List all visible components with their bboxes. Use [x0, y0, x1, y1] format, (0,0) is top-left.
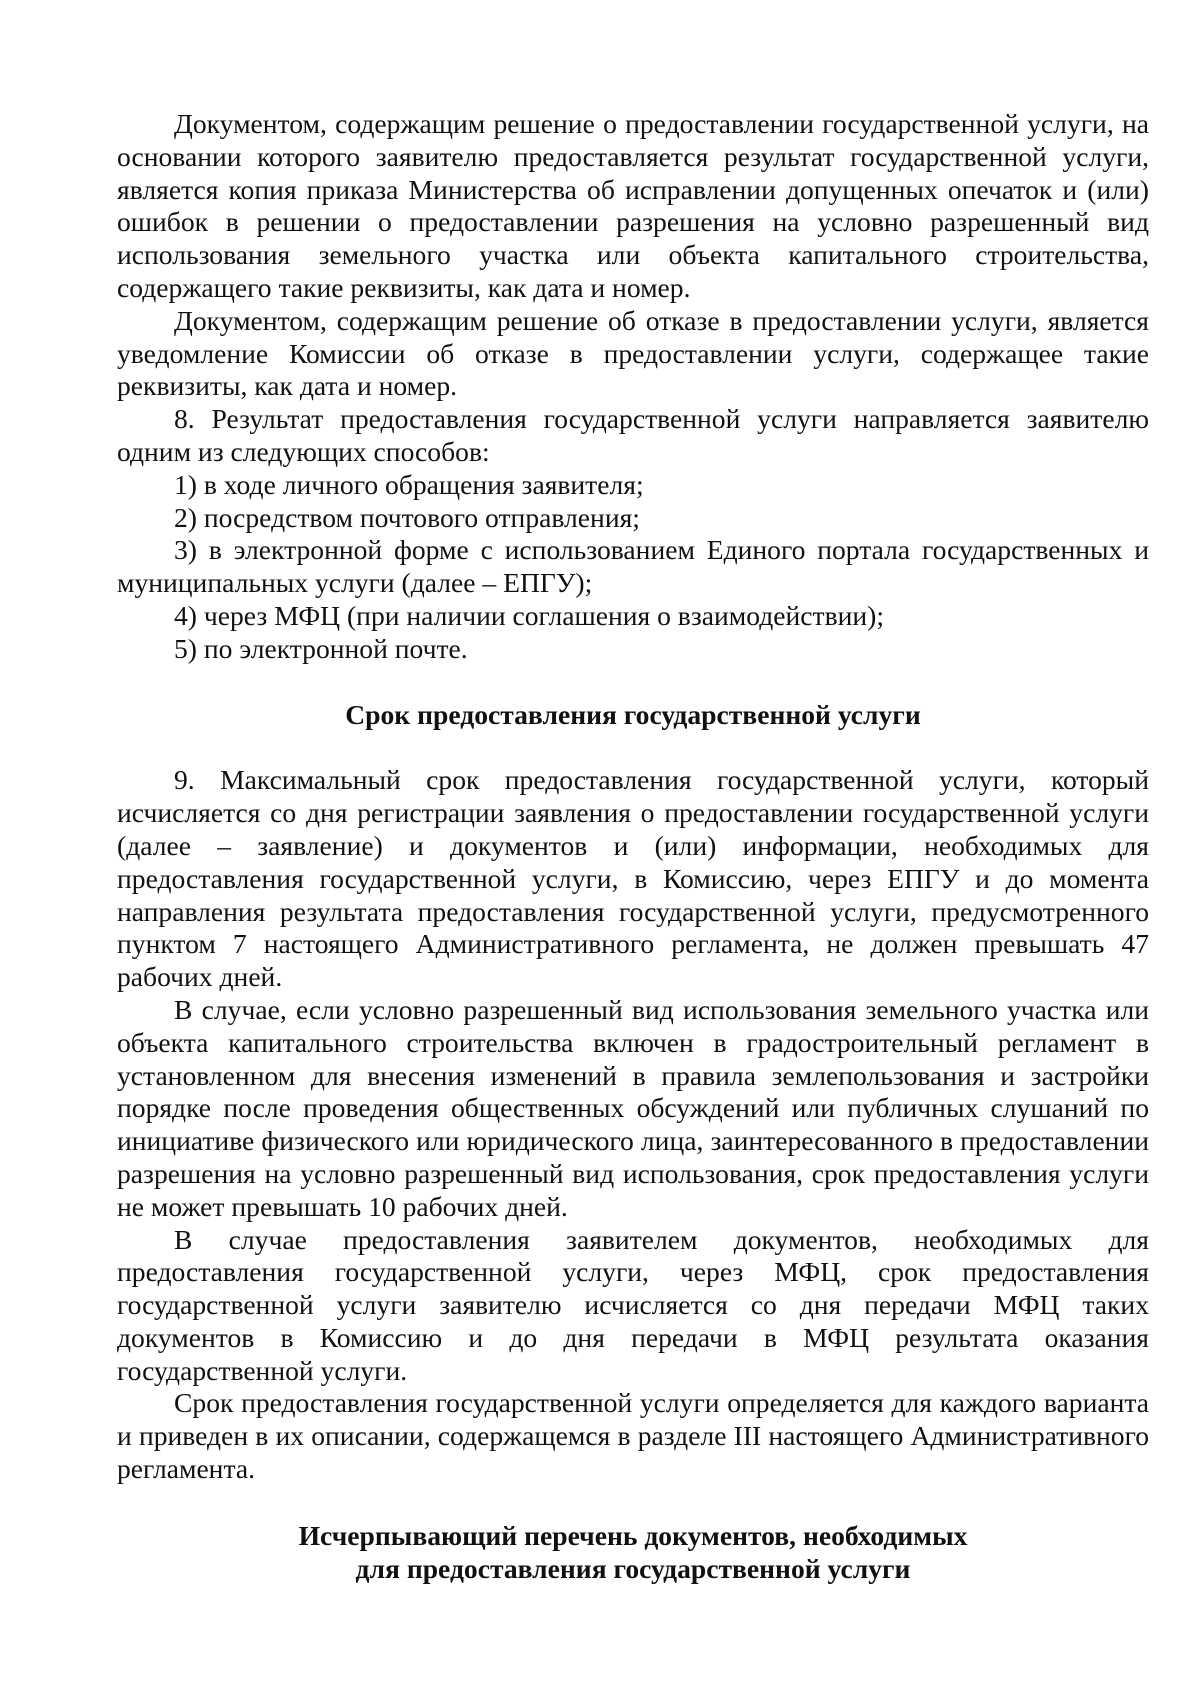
paragraph-result-delivery: 8. Результат предоставления государственной услуги направляется заявителю одним из следующих способов: [117, 403, 1149, 467]
paragraph-max-term: 9. Максимальный срок предоставления государственной услуги, который исчисляется со дня регистрации заявления о предоставлении государственной услуги (далее – заявление) и документов и (или) информации, необходимых для предоставления государственной услуги, в Комиссию, через ЕПГУ и до момента направления результата предоставления государственной услуги, предусмотренного пунктом 7 настоящего Административного регламента, не должен превышать 47 рабочих дней. [117, 764, 1149, 993]
list-item: 2) посредством почтового отправления; [174, 501, 640, 533]
document-page [117, 108, 1149, 1585]
list-item: 1) в ходе личного обращения заявителя; [174, 468, 644, 500]
list-item: 5) по электронной почте. [174, 632, 468, 664]
section-heading-term: Срок предоставления государственной услуги [345, 698, 921, 730]
paragraph-refusal-document: Документом, содержащим решение об отказе в предоставлении услуги, является уведомление Комиссии об отказе в предоставлении услуги, содержащее такие реквизиты, как дата и номер. [117, 304, 1149, 402]
section-heading-documents [117, 1520, 1149, 1586]
paragraph-mfc-case: В случае предоставления заявителем документов, необходимых для предоставления государственной услуги, через МФЦ, срок предоставления государственной услуги заявителю исчисляется со дня передачи МФЦ таких документов в Комиссию и до дня передачи в МФЦ результата оказания государственной услуги. [117, 1223, 1149, 1386]
paragraph-term-per-variant: Срок предоставления государственной услуги определяется для каждого варианта и приведен в их описании, содержащемся в разделе III настоящего Административного регламента. [117, 1387, 1149, 1485]
list-item: 3) в электронной форме с использованием Единого портала государственных и муниципальных услуги (далее – ЕПГУ); [117, 534, 1149, 599]
heading-line: Исчерпывающий перечень документов, необходимых [298, 1519, 968, 1551]
heading-line: для предоставления государственной услуги [355, 1552, 911, 1584]
list-item: 4) через МФЦ (при наличии соглашения о взаимодействии); [174, 599, 884, 631]
paragraph-decision-document: Документом, содержащим решение о предоставлении государственной услуги, на основании которого заявителю предоставляется результат государственной услуги, является копия приказа Министерства об исправлении допущенных опечаток и (или) ошибок в решении о предоставлении разрешения на условно разрешенный вид использования земельного участка или объекта капитального строительства, содержащего такие реквизиты, как дата и номер. [117, 108, 1149, 303]
paragraph-conditional-case: В случае, если условно разрешенный вид использования земельного участка или объекта капитального строительства включен в градостроительный регламент в установленном для внесения изменений в правила землепользования и застройки порядке после проведения общественных обсуждений или публичных слушаний по инициативе физического или юридического лица, заинтересованного в предоставлении разрешения на условно разрешенный вид использования, срок предоставления услуги не может превышать 10 рабочих дней. [117, 993, 1149, 1222]
